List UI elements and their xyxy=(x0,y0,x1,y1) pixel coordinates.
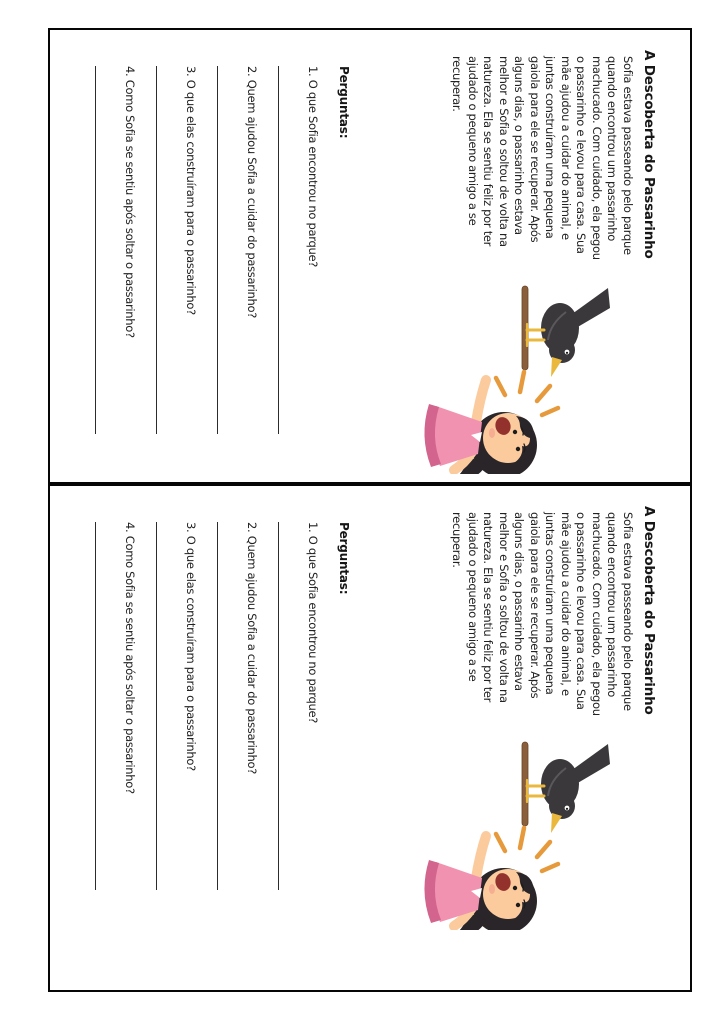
story-line: juntas construíram uma pequena xyxy=(543,56,558,239)
answer-line xyxy=(95,522,96,890)
story-line: gaiola para ele se recuperar. Após xyxy=(528,56,542,243)
story-line: machucado. Com cuidado, ela pegou xyxy=(590,56,604,260)
story-line: mãe ajudou a cuidar do animal, e xyxy=(559,56,573,240)
answer-line xyxy=(95,66,96,434)
answer-line xyxy=(278,522,279,890)
story-line: ajudado o pequeno amigo a se xyxy=(466,512,480,682)
question-text: 3. O que elas construíram para o passarinho? xyxy=(184,522,198,771)
story-paragraph xyxy=(449,512,635,716)
answer-line xyxy=(156,522,157,890)
story-line: recuperar. xyxy=(450,512,465,568)
bird-icon xyxy=(527,288,610,377)
sparkle-lines-icon xyxy=(496,372,558,415)
story-line: quando encontrou um passarinho xyxy=(605,56,620,241)
story-line: mãe ajudou a cuidar do animal, e xyxy=(559,512,573,696)
story-line: natureza. Ela se sentiu feliz por ter xyxy=(481,56,496,247)
questions-heading: Perguntas: xyxy=(337,522,351,595)
question-text: 1. O que Sofia encontrou no parque? xyxy=(306,522,320,724)
story-line: Sofia estava passeando pelo parque xyxy=(621,56,635,255)
answer-line xyxy=(217,66,218,434)
story-line: melhor e Sofia o soltou de volta na xyxy=(497,56,511,247)
worksheet-copy-2 xyxy=(50,486,687,937)
answer-line xyxy=(217,522,218,890)
questions-list xyxy=(76,522,320,890)
question-text: 2. Quem ajudou Sofia a cuidar do passarinho? xyxy=(245,66,259,319)
worksheet-title: A Descoberta do Passarinho xyxy=(641,506,657,715)
girl-and-bird-illustration xyxy=(417,280,612,474)
story-line: recuperar. xyxy=(450,56,465,112)
girl-and-bird-illustration xyxy=(417,736,612,930)
question-text: 4. Como Sofia se sentiu após soltar o passarinho? xyxy=(123,66,137,338)
worksheet-title: A Descoberta do Passarinho xyxy=(641,50,657,259)
question-text: 3. O que elas construíram para o passarinho? xyxy=(184,66,198,315)
story-line: melhor e Sofia o soltou de volta na xyxy=(497,512,511,703)
question-text: 2. Quem ajudou Sofia a cuidar do passarinho? xyxy=(245,522,259,775)
story-line: natureza. Ela se sentiu feliz por ter xyxy=(481,512,496,703)
story-line: machucado. Com cuidado, ela pegou xyxy=(590,512,604,716)
question-text: 1. O que Sofia encontrou no parque? xyxy=(306,66,320,268)
question-text: 4. Como Sofia se sentiu após soltar o passarinho? xyxy=(123,522,137,794)
story-line: o passarinho e levou para casa. Sua xyxy=(574,512,589,710)
questions-list xyxy=(76,66,320,434)
worksheet-frame-top xyxy=(48,28,692,484)
story-line: ajudado o pequeno amigo a se xyxy=(466,56,480,226)
story-line: alguns dias, o passarinho estava xyxy=(512,56,527,235)
questions-heading: Perguntas: xyxy=(337,66,351,139)
story-line: o passarinho e levou para casa. Sua xyxy=(574,56,589,254)
worksheet-frame-bottom xyxy=(48,484,692,992)
bird-icon xyxy=(527,744,610,833)
sparkle-lines-icon xyxy=(496,828,558,871)
worksheet-copy-1 xyxy=(50,30,687,481)
story-line: alguns dias, o passarinho estava xyxy=(512,512,527,691)
story-line: juntas construíram uma pequena xyxy=(543,512,558,695)
story-paragraph xyxy=(449,56,635,260)
answer-line xyxy=(278,66,279,434)
story-line: gaiola para ele se recuperar. Após xyxy=(528,512,542,699)
story-line: Sofia estava passeando pelo parque xyxy=(621,512,635,711)
answer-line xyxy=(156,66,157,434)
story-line: quando encontrou um passarinho xyxy=(605,512,620,697)
